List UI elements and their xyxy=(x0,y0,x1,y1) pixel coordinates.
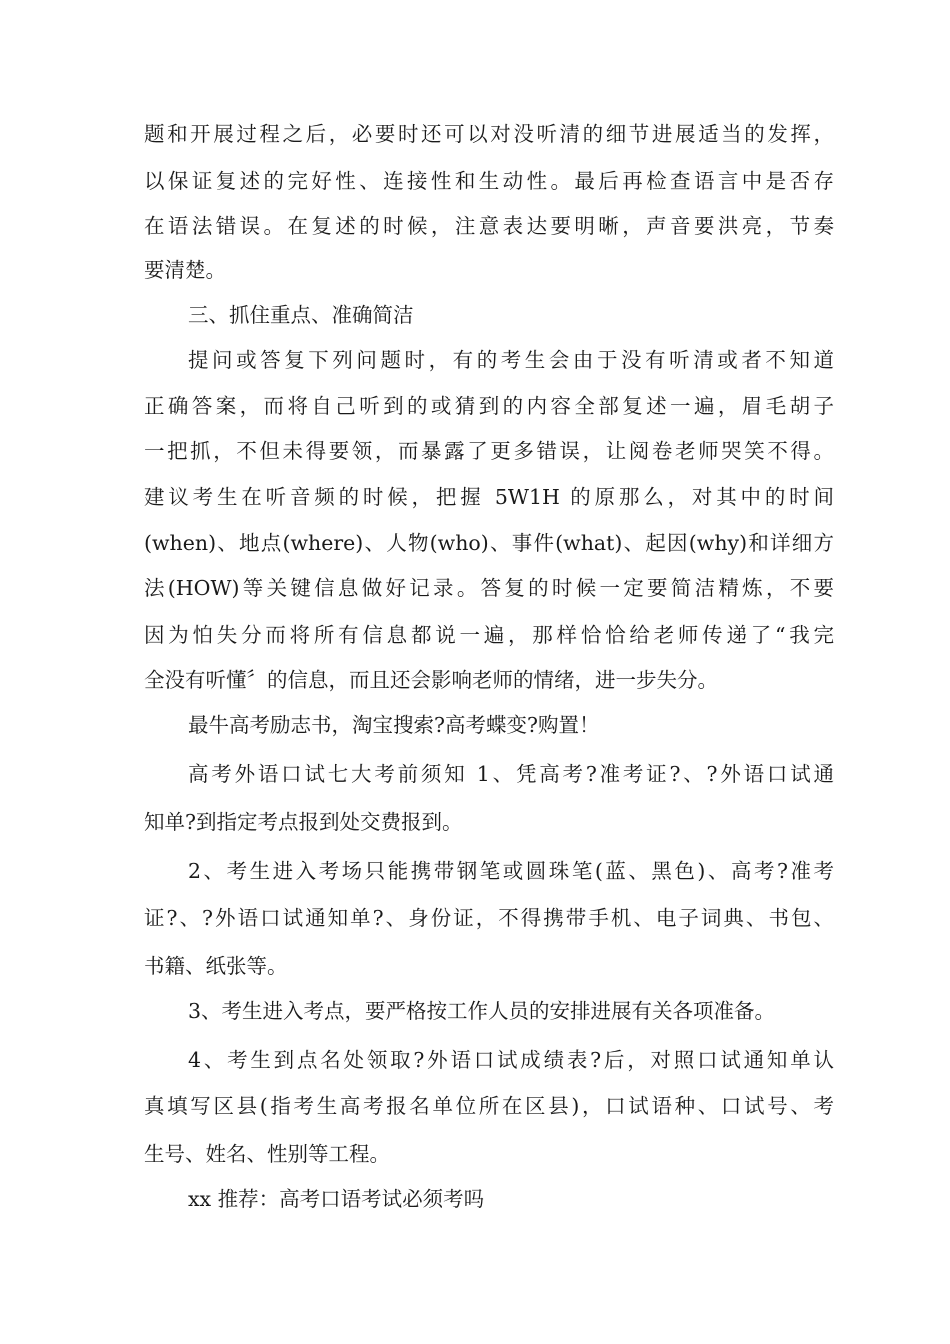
body-text-line: 提问或答复下列问题时，有的考生会由于没有听清或者不知道 xyxy=(188,348,834,372)
body-text-line: 一把抓，不但未得要领，而暴露了更多错误，让阅卷老师哭笑不得。 xyxy=(144,439,834,463)
body-text-line: 要清楚。 xyxy=(144,258,226,282)
body-text-line: 以保证复述的完好性、连接性和生动性。最后再检查语言中是否存 xyxy=(144,169,834,193)
body-text-line: 因为怕失分而将所有信息都说一遍，那样恰恰给老师传递了“我完 xyxy=(144,623,834,647)
body-text-line: 题和开展过程之后，必要时还可以对没听清的细节进展适当的发挥， xyxy=(144,122,834,146)
body-text-line: 真填写区县(指考生高考报名单位所在区县)，口试语种、口试号、考 xyxy=(144,1094,834,1118)
body-text-line: 3、考生进入考点，要严格按工作人员的安排进展有关各项准备。 xyxy=(188,999,776,1023)
body-text-line: 建议考生在听音频的时候，把握 5W1H 的原那么，对其中的时间 xyxy=(144,485,834,509)
body-text-line: 生号、姓名、性别等工程。 xyxy=(144,1142,390,1166)
body-text-line: 知单?到指定考点报到处交费报到。 xyxy=(144,810,463,834)
body-text-line: 证?、?外语口试通知单?、身份证，不得携带手机、电子词典、书包、 xyxy=(144,906,834,930)
recommend-line: xx 推荐：高考口语考试必须考吗 xyxy=(188,1187,485,1211)
body-text-line: (when)、地点(where)、人物(who)、事件(what)、起因(why)和详细方 xyxy=(144,531,834,555)
body-text-line: 高考外语口试七大考前须知 1、凭高考?准考证?、?外语口试通 xyxy=(188,762,834,786)
body-text-line: 法(HOW)等关键信息做好记录。答复的时候一定要简洁精炼，不要 xyxy=(144,576,834,600)
body-text-line: 在语法错误。在复述的时候，注意表达要明晰，声音要洪亮，节奏 xyxy=(144,214,834,238)
body-text-line: 2、考生进入考场只能携带钢笔或圆珠笔(蓝、黑色)、高考?准考 xyxy=(188,859,834,883)
body-text-line: 全没有听懂〞的信息，而且还会影响老师的情绪，进一步失分。 xyxy=(144,668,718,692)
body-text-line: 4、考生到点名处领取?外语口试成绩表?后，对照口试通知单认 xyxy=(188,1048,834,1072)
body-text-line: 正确答案，而将自己听到的或猜到的内容全部复述一遍，眉毛胡子 xyxy=(144,394,834,418)
section-heading: 三、抓住重点、准确简洁 xyxy=(188,303,414,327)
body-text-line: 书籍、纸张等。 xyxy=(144,954,288,978)
body-text-line: 最牛高考励志书，淘宝搜索?高考蝶变?购置！ xyxy=(188,713,600,737)
